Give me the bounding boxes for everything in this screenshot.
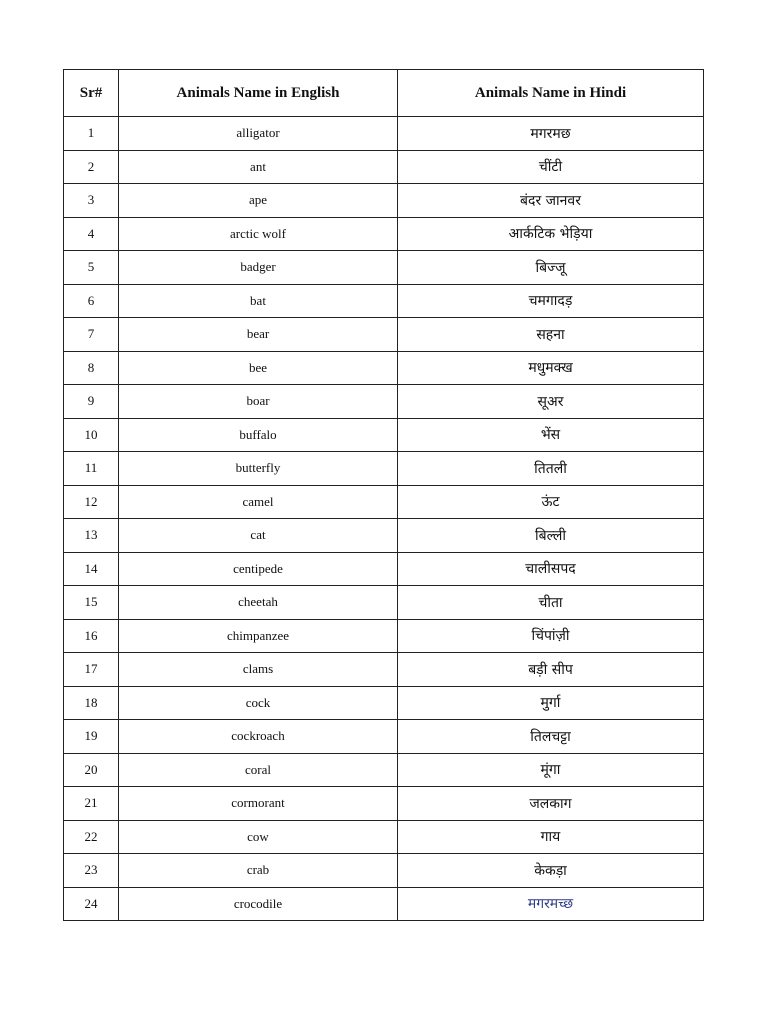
cell-sr: 15 bbox=[64, 586, 119, 620]
cell-english-name: chimpanzee bbox=[119, 619, 398, 653]
cell-english-name: boar bbox=[119, 385, 398, 419]
cell-hindi-name: बंदर जानवर bbox=[398, 184, 704, 218]
table-row bbox=[64, 117, 704, 151]
cell-english-name: coral bbox=[119, 753, 398, 787]
table-body bbox=[64, 117, 704, 921]
cell-hindi-name: बड़ी सीप bbox=[398, 653, 704, 687]
cell-english-name: cormorant bbox=[119, 787, 398, 821]
table-row bbox=[64, 854, 704, 888]
table-row bbox=[64, 284, 704, 318]
cell-sr: 11 bbox=[64, 452, 119, 486]
header-hindi-name: Animals Name in Hindi bbox=[398, 70, 704, 117]
cell-sr: 13 bbox=[64, 519, 119, 553]
table-row bbox=[64, 150, 704, 184]
cell-sr: 12 bbox=[64, 485, 119, 519]
table-row bbox=[64, 351, 704, 385]
cell-hindi-name: चमगादड़ bbox=[398, 284, 704, 318]
cell-hindi-name: भेंस bbox=[398, 418, 704, 452]
table-row bbox=[64, 418, 704, 452]
cell-english-name: cock bbox=[119, 686, 398, 720]
cell-english-name: cockroach bbox=[119, 720, 398, 754]
cell-sr: 19 bbox=[64, 720, 119, 754]
cell-hindi-name: मगरमच्छ bbox=[398, 887, 704, 921]
cell-hindi-name: गाय bbox=[398, 820, 704, 854]
cell-english-name: bat bbox=[119, 284, 398, 318]
table-row bbox=[64, 552, 704, 586]
table-row bbox=[64, 318, 704, 352]
cell-hindi-name: मुर्गा bbox=[398, 686, 704, 720]
cell-hindi-name: तिलचट्टा bbox=[398, 720, 704, 754]
table-header-row bbox=[64, 70, 704, 117]
cell-sr: 9 bbox=[64, 385, 119, 419]
cell-sr: 18 bbox=[64, 686, 119, 720]
cell-sr: 22 bbox=[64, 820, 119, 854]
cell-sr: 16 bbox=[64, 619, 119, 653]
header-sr: Sr# bbox=[64, 70, 119, 117]
animals-table bbox=[63, 69, 704, 921]
cell-english-name: bee bbox=[119, 351, 398, 385]
cell-sr: 8 bbox=[64, 351, 119, 385]
cell-hindi-name: आर्कटिक भेड़िया bbox=[398, 217, 704, 251]
cell-english-name: cat bbox=[119, 519, 398, 553]
cell-sr: 4 bbox=[64, 217, 119, 251]
header-english-name: Animals Name in English bbox=[119, 70, 398, 117]
table-row bbox=[64, 653, 704, 687]
cell-hindi-name: ऊंट bbox=[398, 485, 704, 519]
cell-sr: 2 bbox=[64, 150, 119, 184]
cell-english-name: crocodile bbox=[119, 887, 398, 921]
cell-hindi-name: चालीसपद bbox=[398, 552, 704, 586]
cell-hindi-name: तितली bbox=[398, 452, 704, 486]
cell-english-name: clams bbox=[119, 653, 398, 687]
cell-hindi-name: मधुमक्ख bbox=[398, 351, 704, 385]
cell-sr: 20 bbox=[64, 753, 119, 787]
cell-hindi-name: जलकाग bbox=[398, 787, 704, 821]
cell-english-name: cow bbox=[119, 820, 398, 854]
cell-english-name: badger bbox=[119, 251, 398, 285]
cell-english-name: alligator bbox=[119, 117, 398, 151]
cell-hindi-name: सहना bbox=[398, 318, 704, 352]
table-row bbox=[64, 251, 704, 285]
table-row bbox=[64, 787, 704, 821]
cell-hindi-name: चींटी bbox=[398, 150, 704, 184]
table-row bbox=[64, 820, 704, 854]
cell-english-name: centipede bbox=[119, 552, 398, 586]
cell-english-name: ant bbox=[119, 150, 398, 184]
cell-hindi-name: मगरमछ bbox=[398, 117, 704, 151]
cell-sr: 1 bbox=[64, 117, 119, 151]
cell-hindi-name: बिज्जू bbox=[398, 251, 704, 285]
table-row bbox=[64, 217, 704, 251]
cell-hindi-name: चिंपांज़ी bbox=[398, 619, 704, 653]
table-row bbox=[64, 720, 704, 754]
cell-sr: 24 bbox=[64, 887, 119, 921]
cell-hindi-name: बिल्ली bbox=[398, 519, 704, 553]
table-row bbox=[64, 619, 704, 653]
cell-sr: 10 bbox=[64, 418, 119, 452]
table-row bbox=[64, 184, 704, 218]
cell-sr: 14 bbox=[64, 552, 119, 586]
table-row bbox=[64, 686, 704, 720]
cell-english-name: bear bbox=[119, 318, 398, 352]
cell-hindi-name: केकड़ा bbox=[398, 854, 704, 888]
cell-english-name: ape bbox=[119, 184, 398, 218]
cell-sr: 5 bbox=[64, 251, 119, 285]
cell-english-name: cheetah bbox=[119, 586, 398, 620]
cell-english-name: arctic wolf bbox=[119, 217, 398, 251]
table-row bbox=[64, 586, 704, 620]
cell-sr: 17 bbox=[64, 653, 119, 687]
cell-english-name: crab bbox=[119, 854, 398, 888]
cell-hindi-name: मूंगा bbox=[398, 753, 704, 787]
table-row bbox=[64, 385, 704, 419]
cell-english-name: butterfly bbox=[119, 452, 398, 486]
cell-sr: 6 bbox=[64, 284, 119, 318]
cell-hindi-name: सूअर bbox=[398, 385, 704, 419]
cell-sr: 21 bbox=[64, 787, 119, 821]
cell-sr: 3 bbox=[64, 184, 119, 218]
table-row bbox=[64, 485, 704, 519]
table-row bbox=[64, 887, 704, 921]
table-row bbox=[64, 753, 704, 787]
cell-english-name: camel bbox=[119, 485, 398, 519]
cell-sr: 7 bbox=[64, 318, 119, 352]
cell-english-name: buffalo bbox=[119, 418, 398, 452]
table-row bbox=[64, 452, 704, 486]
cell-sr: 23 bbox=[64, 854, 119, 888]
cell-hindi-name: चीता bbox=[398, 586, 704, 620]
table-row bbox=[64, 519, 704, 553]
